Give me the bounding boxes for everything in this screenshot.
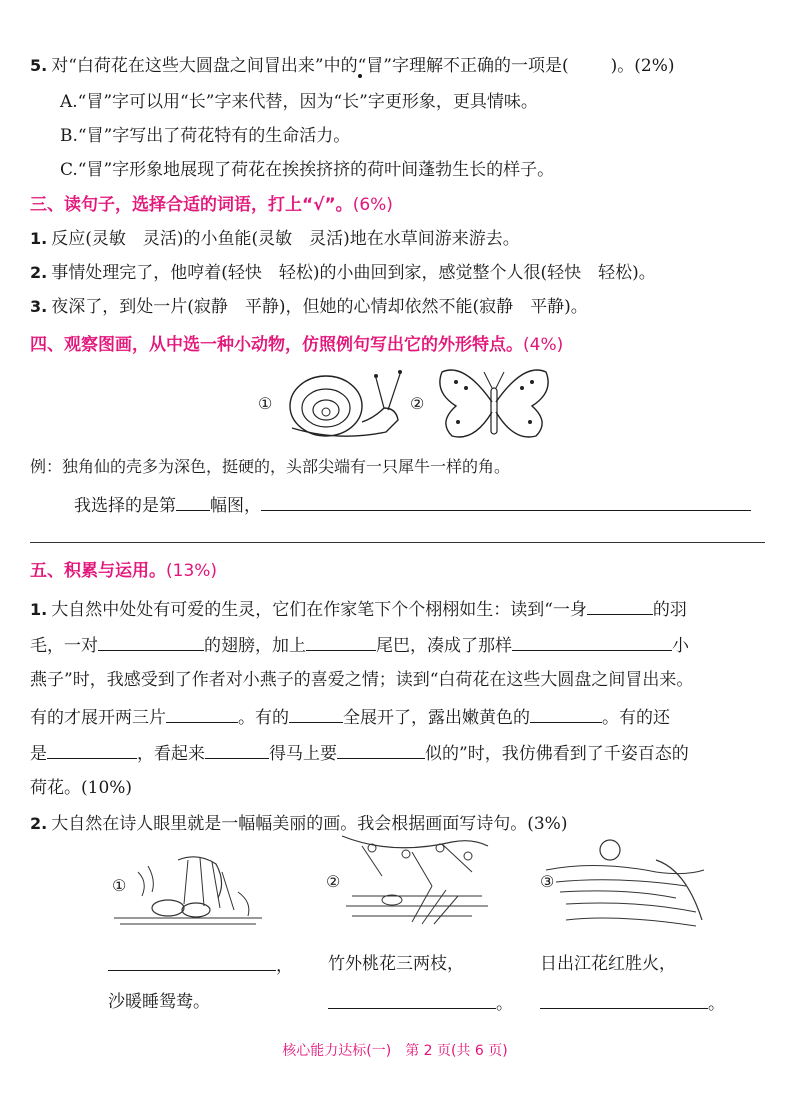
figure-label: ③	[540, 872, 555, 891]
poem2-line2	[328, 990, 513, 1016]
section4-answer-line	[74, 492, 751, 518]
figure-label: ①	[258, 394, 273, 413]
page-footer: 核心能力达标(一) 第 2 页(共 6 页)	[282, 1043, 508, 1059]
q5-option-c: C.“冒”字形象地展现了荷花在挨挨挤挤的荷叶间蓬勃生长的样子。	[60, 160, 555, 180]
ducks-by-willow-icon	[108, 852, 268, 930]
s5-q1-line: 燕子”时，我感受到了作者对小燕子的喜爱之情；读到“白荷花在这些大圆盘之间冒出来。	[30, 670, 694, 690]
s5-q1-line: 荷花。(10%)	[30, 778, 133, 798]
q5-score: )。(2%)	[610, 56, 675, 76]
section3-title: 三、读句子，选择合适的词语，打上“√”。	[30, 195, 353, 215]
sunrise-river-icon	[536, 830, 706, 930]
poem3-line1: 日出江花红胜火，	[540, 954, 676, 974]
figure-label: ①	[112, 876, 127, 895]
text: 。有的	[238, 708, 289, 728]
fill-blank[interactable]	[205, 740, 269, 759]
poem3-line2	[540, 990, 725, 1016]
text: 毛，一对	[30, 636, 98, 656]
q5-text: 对“白荷花在这些大圆盘之间冒出来”中的“冒”字理解不正确的一项是(	[51, 56, 569, 76]
answer-rule-line[interactable]	[30, 542, 765, 543]
fill-blank[interactable]	[530, 704, 602, 723]
text: 的翅膀，加上	[204, 636, 306, 656]
question-number: 1.	[30, 600, 48, 619]
section3-item	[30, 261, 656, 285]
poem-fill-blank[interactable]	[540, 990, 708, 1009]
butterfly-icon	[434, 362, 554, 444]
fill-blank[interactable]	[587, 596, 653, 615]
section4-heading	[30, 330, 563, 355]
question-number: 2.	[30, 814, 48, 833]
fill-blank[interactable]	[289, 704, 343, 723]
fill-blank[interactable]	[47, 740, 137, 759]
example-sentence: 例：独角仙的壳多为深色，挺硬的，头部尖端有一只犀牛一样的角。	[30, 457, 511, 476]
figure-label: ②	[326, 872, 341, 891]
peach-blossom-bamboo-icon	[322, 826, 492, 930]
text: ，	[276, 956, 293, 976]
section5-heading	[30, 556, 217, 581]
prompt-text: 我选择的是第	[74, 496, 176, 516]
fill-blank[interactable]	[98, 632, 204, 651]
section3-item	[30, 295, 588, 319]
question-number: 5.	[30, 56, 48, 75]
section3-item	[30, 227, 520, 251]
text: 的羽	[652, 600, 687, 620]
section5-title: 五、积累与运用。	[30, 561, 166, 581]
poem-fill-blank[interactable]	[328, 990, 496, 1009]
q5-stem	[30, 54, 675, 78]
section4-title: 四、观察图画，从中选一种小动物，仿照例句写出它的外形特点。	[30, 335, 523, 355]
poem-picture-2	[322, 826, 492, 934]
item-text: 夜深了，到处一片(寂静 平静)，但她的心情却依然不能(寂静 平静)。	[51, 297, 588, 317]
poem1-line2: 沙暖睡鸳鸯。	[108, 992, 210, 1012]
s5-q1-line	[30, 704, 670, 730]
item-text: 反应(灵敏 灵活)的小鱼能(灵敏 灵活)地在水草间游来游去。	[51, 229, 520, 249]
fill-blank[interactable]	[306, 632, 376, 651]
text: 。	[708, 994, 725, 1014]
text: 大自然在诗人眼里就是一幅幅美丽的画。我会根据画面写诗句。(3%)	[51, 814, 568, 834]
fill-blank[interactable]	[337, 740, 425, 759]
item-text: 事情处理完了，他哼着(轻快 轻松)的小曲回到家，感觉整个人很(轻快 轻松)。	[51, 263, 656, 283]
poem-fill-blank[interactable]	[108, 952, 276, 971]
q5-option-a: A.“冒”字可以用“长”字来代替，因为“长”字更形象，更具情味。	[60, 92, 538, 112]
section3-score: (6%)	[352, 195, 393, 215]
text: 大自然中处处有可爱的生灵，它们在作家笔下个个栩栩如生：读到“一身	[51, 600, 587, 620]
section3-heading	[30, 190, 393, 215]
snail-icon	[278, 362, 418, 444]
question-number: 2.	[30, 263, 48, 282]
text: 得马上要	[269, 744, 337, 764]
text: 。有的还	[602, 708, 670, 728]
poem-picture-1	[108, 852, 268, 934]
text: 小	[672, 636, 689, 656]
fill-blank[interactable]	[166, 704, 238, 723]
poem-picture-3	[536, 830, 706, 934]
q5-option-b: B.“冒”字写出了荷花特有的生命活力。	[60, 126, 351, 146]
text: 尾巴，凑成了那样	[376, 636, 512, 656]
s5-q1-line	[30, 632, 689, 658]
question-number: 1.	[30, 229, 48, 248]
s5-q1-line	[30, 596, 687, 622]
text: 有的才展开两三片	[30, 708, 166, 728]
text: ，看起来	[137, 744, 205, 764]
s5-q1-line	[30, 740, 689, 766]
fill-blank[interactable]	[512, 632, 672, 651]
poem2-line1: 竹外桃花三两枝，	[328, 954, 464, 974]
question-number: 3.	[30, 297, 48, 316]
text: 是	[30, 744, 47, 764]
poem1-line1	[108, 952, 293, 978]
answer-blank[interactable]	[261, 492, 751, 511]
text: 。	[496, 994, 513, 1014]
prompt-text: 幅图，	[210, 496, 261, 516]
figure-label: ②	[410, 394, 425, 413]
text: 全展开了，露出嫩黄色的	[343, 708, 530, 728]
section4-score: (4%)	[523, 335, 564, 355]
text: 似的”时，我仿佛看到了千姿百态的	[425, 744, 689, 764]
section5-score: (13%)	[166, 561, 218, 581]
figure-number-blank[interactable]	[176, 492, 210, 511]
